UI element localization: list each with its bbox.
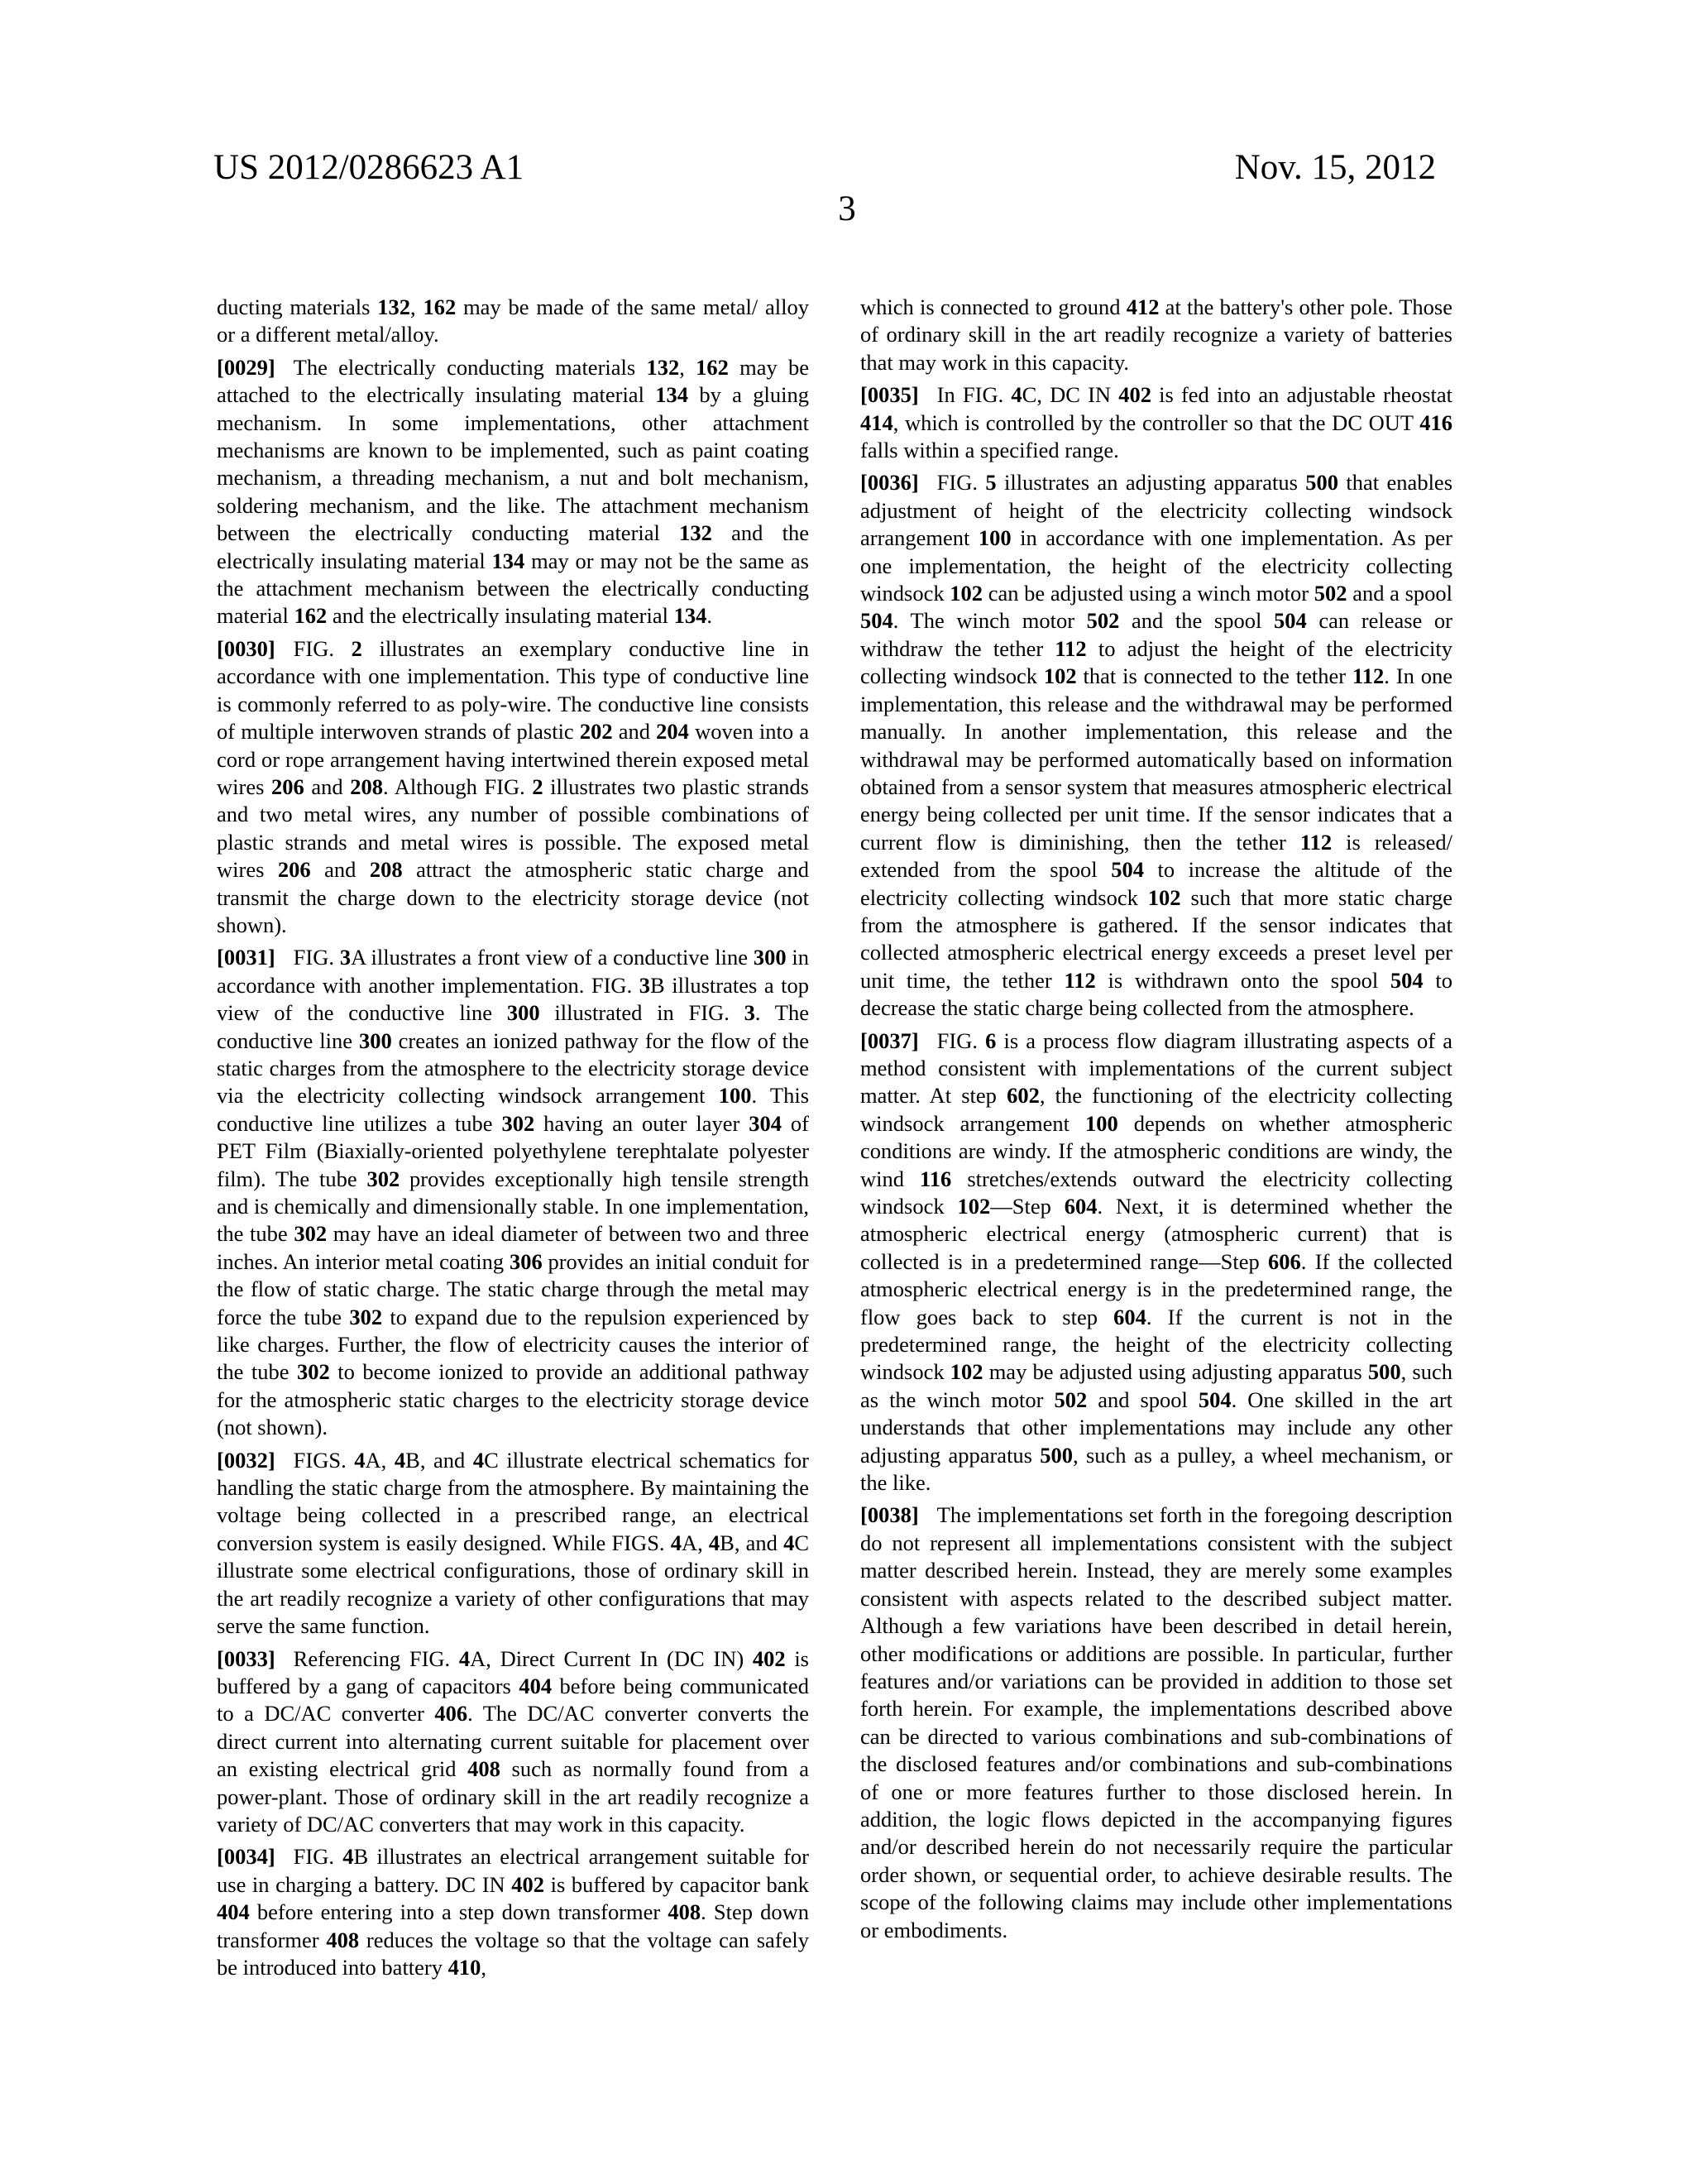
- paragraph: [217, 354, 809, 630]
- paragraph-number: [0036]: [860, 470, 919, 496]
- reference-numeral: 202: [579, 719, 613, 745]
- paragraph-text: is buffered by a gang of capacitors: [217, 1645, 809, 1698]
- reference-numeral: 504: [1198, 1387, 1232, 1412]
- paragraph-text: A illustrates a front view of a conductive line: [351, 945, 754, 970]
- paragraph: [217, 1447, 809, 1640]
- paragraph-number: [0038]: [860, 1502, 919, 1528]
- reference-numeral: 134: [673, 603, 707, 629]
- paragraph: [860, 381, 1452, 464]
- paragraph-text: B illustrates a top view of the conductive line: [217, 972, 809, 1026]
- paragraph-text: . If the collected atmospheric electrical energy is in the predetermined range, the flow goes back to step: [860, 1248, 1452, 1329]
- paragraph-text: ,: [481, 1954, 487, 1980]
- reference-numeral: 306: [509, 1248, 543, 1274]
- reference-numeral: 208: [369, 857, 403, 883]
- paragraph: [860, 294, 1452, 376]
- paragraph-text: FIG.: [293, 945, 340, 970]
- paragraph-text: , such as a pulley, a wheel mechanism, or the like.: [860, 1442, 1452, 1496]
- paragraph-text: and a spool: [1347, 581, 1453, 606]
- reference-numeral: 132: [377, 295, 411, 319]
- reference-numeral: 500: [1305, 470, 1339, 496]
- reference-numeral: 4: [783, 1530, 795, 1555]
- reference-numeral: 4: [708, 1530, 720, 1555]
- paragraph-text: ,: [679, 354, 696, 380]
- paragraph-text: in accordance with another implementation. FIG.: [217, 945, 809, 998]
- reference-numeral: 4: [1011, 382, 1022, 408]
- paragraph-text: reduces the voltage so that the voltage can safely be introduced into battery: [217, 1927, 809, 1980]
- paragraph-text: illustrates an adjusting apparatus: [996, 470, 1306, 496]
- reference-numeral: 408: [668, 1899, 701, 1925]
- paragraph-number: [0030]: [217, 635, 275, 661]
- reference-numeral: 100: [978, 525, 1012, 551]
- reference-numeral: 4: [472, 1447, 485, 1473]
- paragraph-text: FIG.: [936, 1027, 986, 1053]
- paragraph-text: provides an initial conduit for the flow of static charge. The static charge through the metal may force the tube: [217, 1248, 809, 1329]
- reference-numeral: 102: [1147, 884, 1181, 910]
- paragraph-text: is released/ extended from the spool: [860, 829, 1452, 883]
- left-text-column: [217, 294, 809, 1986]
- paragraph-text: and: [310, 857, 370, 883]
- paragraph: [217, 635, 809, 939]
- reference-numeral: 412: [1126, 295, 1160, 319]
- reference-numeral: 302: [294, 1221, 328, 1247]
- paragraph-text: and: [612, 719, 657, 745]
- paragraph-text: . The conductive line: [217, 1000, 809, 1053]
- reference-numeral: 132: [679, 520, 712, 546]
- reference-numeral: 404: [519, 1673, 553, 1698]
- paragraph-text: stretches/extends outward the electricity collecting windsock: [860, 1166, 1453, 1219]
- reference-numeral: 102: [950, 1359, 983, 1385]
- reference-numeral: 502: [1086, 608, 1120, 634]
- reference-numeral: 302: [349, 1304, 383, 1329]
- paragraph-text: B, and: [405, 1447, 473, 1473]
- paragraph-text: such that more static charge from the atmosphere is gathered. If the sensor indicates that collected atmospheric electrical energy exceeds a preset level per unit time, the tether: [860, 884, 1452, 993]
- paragraph-number: [0035]: [860, 382, 919, 408]
- reference-numeral: 504: [860, 608, 893, 634]
- paragraph-text: FIG.: [293, 1844, 343, 1870]
- reference-numeral: 112: [1064, 967, 1096, 993]
- paragraph-text: may be made of the same metal/ alloy or a different metal/alloy.: [217, 295, 809, 347]
- reference-numeral: 300: [358, 1027, 392, 1053]
- paragraph-text: .: [706, 603, 712, 629]
- paragraph-text: and the electrically insulating material: [217, 520, 809, 573]
- reference-numeral: 4: [354, 1447, 366, 1473]
- paragraph-text: such as normally found from a power-plant. Those of ordinary skill in the art readily recognize a variety of DC/AC converters that may work in this capacity.: [217, 1756, 809, 1837]
- reference-numeral: 414: [860, 410, 893, 435]
- paragraph-number: [0034]: [217, 1844, 275, 1870]
- paragraph-number: [0032]: [217, 1447, 275, 1473]
- paragraph-text: and spool: [1087, 1387, 1199, 1412]
- reference-numeral: 132: [646, 354, 680, 380]
- reference-numeral: 100: [1085, 1110, 1118, 1136]
- paragraph: [217, 944, 809, 1441]
- paragraph-text: depends on whether atmospheric conditions are windy. If the atmospheric conditions are windy, the wind: [860, 1110, 1452, 1191]
- paragraph-text: C, DC IN: [1022, 382, 1119, 408]
- reference-numeral: 112: [1299, 829, 1333, 855]
- publication-number: US 2012/0286623 A1: [213, 148, 524, 187]
- paragraph-text: C illustrate electrical schematics for handling the static charge from the atmosphere. By maintaining the voltage being collected in a prescribed range, an electrical conversion system is easily designed. While FIGS.: [217, 1447, 810, 1555]
- paragraph: [217, 1645, 809, 1839]
- reference-numeral: 116: [920, 1166, 952, 1191]
- paragraph-text: B illustrates an electrical arrangement suitable for use in charging a battery. DC IN: [217, 1844, 809, 1897]
- reference-numeral: 206: [271, 774, 304, 799]
- paragraph-text: can release or withdraw the tether: [860, 608, 1452, 661]
- reference-numeral: 416: [1419, 410, 1452, 435]
- paragraph-text: may be attached to the electrically insulating material: [217, 354, 809, 408]
- paragraph-text: and the spool: [1119, 608, 1274, 634]
- paragraph-text: is buffered by capacitor bank: [544, 1871, 810, 1897]
- reference-numeral: 4: [394, 1447, 406, 1473]
- paragraph-text: to become ionized to provide an additional pathway for the atmospheric static charges to the electricity storage device (not shown).: [217, 1359, 809, 1440]
- paragraph-text: creates an ionized pathway for the flow of the static charges from the atmosphere to the electricity storage device via the electricity collecting windsock arrangement: [217, 1027, 809, 1109]
- reference-numeral: 408: [326, 1927, 360, 1952]
- reference-numeral: 3: [744, 1000, 755, 1026]
- paragraph-text: is fed into an adjustable rheostat: [1151, 382, 1452, 408]
- paragraph-text: FIG.: [936, 470, 986, 496]
- paragraph-text: FIGS.: [293, 1447, 355, 1473]
- paragraph-text: and the electrically insulating material: [327, 603, 674, 629]
- paragraph-text: . This conductive line utilizes a tube: [217, 1083, 810, 1136]
- reference-numeral: 4: [458, 1645, 471, 1671]
- reference-numeral: 2: [532, 774, 543, 799]
- paragraph-text: A,: [681, 1530, 709, 1555]
- paragraph-text: C illustrate some electrical configurations, those of ordinary skill in the art readily recognize a variety of other configurations that may serve the same function.: [217, 1530, 810, 1639]
- paragraph-text: by a gluing mechanism. In some implementations, other attachment mechanisms are known to be implemented, such as paint coating mechanism, a threading mechanism, a nut and bolt mechanism, soldering mechanism, and the like. The attachment mechanism between the electrically conducting material: [217, 382, 809, 546]
- paragraph-text: The electrically conducting materials: [293, 354, 647, 380]
- paragraph-text: —Step: [990, 1194, 1065, 1219]
- reference-numeral: 300: [506, 1000, 540, 1026]
- reference-numeral: 112: [1055, 635, 1087, 661]
- reference-numeral: 504: [1390, 967, 1424, 993]
- reference-numeral: 300: [753, 945, 787, 970]
- reference-numeral: 208: [350, 774, 383, 799]
- reference-numeral: 504: [1111, 857, 1144, 883]
- page-number: 3: [838, 189, 856, 228]
- reference-numeral: 302: [501, 1110, 535, 1136]
- reference-numeral: 100: [718, 1083, 752, 1109]
- paragraph-number: [0033]: [217, 1645, 275, 1671]
- paragraph-text: . Next, it is determined whether the atmospheric electrical energy (atmospheric current) that is collected is in a predetermined range—Step: [860, 1194, 1452, 1274]
- reference-numeral: 2: [351, 635, 362, 661]
- paragraph: [217, 294, 809, 349]
- reference-numeral: 102: [1043, 663, 1077, 689]
- reference-numeral: 606: [1268, 1248, 1301, 1274]
- reference-numeral: 402: [1118, 382, 1151, 408]
- reference-numeral: 162: [696, 354, 729, 380]
- right-text-column: [860, 294, 1452, 1949]
- reference-numeral: 504: [1273, 608, 1307, 634]
- reference-numeral: 500: [1040, 1442, 1074, 1468]
- paragraph-text: . If the current is not in the predetermined range, the height of the electricity collecting windsock: [860, 1304, 1452, 1385]
- paragraph-text: of PET Film (Biaxially-oriented polyethylene terephtalate polyester film). The tube: [217, 1110, 810, 1191]
- paragraph-text: . The winch motor: [892, 608, 1087, 634]
- paragraph-number: [0037]: [860, 1027, 919, 1053]
- reference-numeral: 204: [656, 719, 689, 745]
- paragraph-text: . Step down transformer: [217, 1899, 810, 1952]
- reference-numeral: 502: [1314, 581, 1347, 606]
- paragraph-text: to decrease the static charge being collected from the atmosphere.: [860, 967, 1452, 1021]
- paragraph-text: which is connected to ground: [860, 295, 1127, 319]
- reference-numeral: 406: [434, 1701, 468, 1727]
- paragraph-text: ,: [410, 295, 424, 319]
- reference-numeral: 102: [950, 581, 983, 606]
- paragraph-text: that enables adjustment of height of the electricity collecting windsock arrangement: [860, 470, 1453, 551]
- publication-date: Nov. 15, 2012: [1234, 148, 1436, 187]
- paragraph-text: provides exceptionally high tensile strength and is chemically and dimensionally stable. In one implementation, the tube: [217, 1166, 809, 1247]
- paragraph-text: may be adjusted using adjusting apparatus: [983, 1359, 1368, 1385]
- paragraph-text: to expand due to the repulsion experienced by like charges. Further, the flow of electricity causes the interior of the tube: [217, 1304, 809, 1385]
- paragraph-text: having an outer layer: [534, 1110, 749, 1136]
- paragraph-text: is withdrawn onto the spool: [1095, 967, 1390, 993]
- paragraph-text: A, Direct Current In (DC IN): [470, 1645, 753, 1671]
- reference-numeral: 134: [491, 548, 525, 573]
- reference-numeral: 410: [447, 1954, 481, 1980]
- paragraph-text: falls within a specified range.: [860, 438, 1119, 463]
- paragraph: [217, 1843, 809, 1981]
- paragraph-text: , which is controlled by the controller so that the DC OUT: [892, 410, 1420, 435]
- reference-numeral: 502: [1054, 1387, 1088, 1412]
- paragraph-text: illustrates an exemplary conductive line in accordance with one implementation. This type of conductive line is commonly referred to as poly-wire. The conductive line consists of multiple interwoven strands of plastic: [217, 635, 809, 745]
- paragraph-text: . The DC/AC converter converts the direct current into alternating current suitable for placement over an existing electrical grid: [217, 1701, 809, 1782]
- reference-numeral: 112: [1352, 663, 1385, 689]
- paragraph: [860, 1502, 1452, 1944]
- reference-numeral: 402: [511, 1871, 545, 1897]
- paragraph-text: In FIG.: [936, 382, 1012, 408]
- reference-numeral: 206: [277, 857, 311, 883]
- paragraph-text: may have an ideal diameter of between two and three inches. An interior metal coating: [217, 1221, 809, 1274]
- paragraph-text: ducting materials: [217, 295, 378, 319]
- paragraph-number: [0031]: [217, 945, 275, 970]
- paragraph-text: before entering into a step down transformer: [249, 1899, 668, 1925]
- reference-numeral: 500: [1367, 1359, 1401, 1385]
- paragraph-text: illustrates two plastic strands and two metal wires, any number of possible combinations of plastic strands and metal wires is possible. The exposed metal wires: [217, 774, 809, 883]
- paragraph-text: FIG.: [293, 635, 352, 661]
- reference-numeral: 5: [985, 470, 997, 496]
- paragraph-text: can be adjusted using a winch motor: [983, 581, 1314, 606]
- reference-numeral: 604: [1064, 1194, 1098, 1219]
- reference-numeral: 302: [296, 1359, 330, 1385]
- paragraph: [860, 469, 1452, 1022]
- paragraph-text: to adjust the height of the electricity collecting windsock: [860, 635, 1452, 689]
- reference-numeral: 3: [639, 972, 650, 998]
- paragraph-text: . One skilled in the art understands that other implementations may include any other adjusting apparatus: [860, 1387, 1453, 1468]
- paragraph-text: illustrated in FIG.: [539, 1000, 744, 1026]
- reference-numeral: 3: [339, 945, 352, 970]
- reference-numeral: 604: [1113, 1304, 1146, 1329]
- paragraph-text: to increase the altitude of the electricity collecting windsock: [860, 857, 1452, 910]
- paragraph-text: A,: [365, 1447, 395, 1473]
- reference-numeral: 4: [670, 1530, 682, 1555]
- paragraph-text: that is connected to the tether: [1076, 663, 1352, 689]
- paragraph-text: . In one implementation, this release and the withdrawal may be performed manually. In another implementation, this release and the withdrawal may be performed automatically based on information obtained from a sensor system that measures atmospheric electrical energy being collected per unit time. If the sensor indicates that a current flow is diminishing, then the tether: [860, 663, 1452, 855]
- reference-numeral: 302: [366, 1166, 400, 1191]
- reference-numeral: 102: [957, 1194, 991, 1219]
- paragraph-text: and: [304, 774, 351, 799]
- reference-numeral: 402: [752, 1645, 786, 1671]
- reference-numeral: 408: [467, 1756, 500, 1782]
- reference-numeral: 404: [217, 1899, 250, 1925]
- reference-numeral: 304: [749, 1110, 782, 1136]
- paragraph-text: attract the atmospheric static charge and transmit the charge down to the electricity storage device (not shown).: [217, 857, 810, 937]
- paragraph-text: is a process flow diagram illustrating aspects of a method consistent with implementations of the current subject matter. At step: [860, 1027, 1452, 1109]
- paragraph-text: may or may not be the same as the attachment mechanism between the electrically conducting material: [217, 548, 809, 629]
- reference-numeral: 162: [423, 295, 457, 319]
- paragraph: [860, 1027, 1452, 1497]
- paragraph-text: , the functioning of the electricity collecting windsock arrangement: [860, 1083, 1453, 1136]
- paragraph-text: The implementations set forth in the foregoing description do not represent all implementations consistent with the subject matter described herein. Instead, they are merely some examples consistent with aspects related to the described subject matter. Although a few variations have been described in detail herein, other modifications or additions are possible. In particular, further features and/or variations can be provided in addition to those set forth herein. For example, the implementations described above can be directed to various combinations and sub-combinations of the disclosed features and/or combinations and sub-combinations of one or more features further to those disclosed herein. In addition, the logic flows depicted in the accompanying figures and/or described herein do not necessarily require the particular order shown, or sequential order, to achieve desirable results. The scope of the following claims may include other implementations or embodiments.: [860, 1502, 1452, 1942]
- paragraph-text: , such as the winch motor: [860, 1359, 1453, 1412]
- reference-numeral: 162: [294, 603, 328, 629]
- paragraph-text: woven into a cord or rope arrangement having intertwined therein exposed metal wires: [217, 719, 810, 799]
- reference-numeral: 4: [342, 1844, 354, 1870]
- paragraph-number: [0029]: [217, 354, 275, 380]
- paragraph-text: at the battery's other pole. Those of ordinary skill in the art readily recognize a variety of batteries that may work in this capacity.: [860, 295, 1452, 375]
- reference-numeral: 602: [1007, 1083, 1040, 1109]
- paragraph-text: in accordance with one implementation. As per one implementation, the height of the electricity collecting windsock: [860, 525, 1452, 606]
- reference-numeral: 6: [985, 1027, 997, 1053]
- paragraph-text: Referencing FIG.: [293, 1645, 459, 1671]
- paragraph-text: . Although FIG.: [382, 774, 533, 799]
- paragraph-text: B, and: [720, 1530, 784, 1555]
- reference-numeral: 134: [655, 382, 689, 408]
- paragraph-text: before being communicated to a DC/AC converter: [217, 1673, 809, 1727]
